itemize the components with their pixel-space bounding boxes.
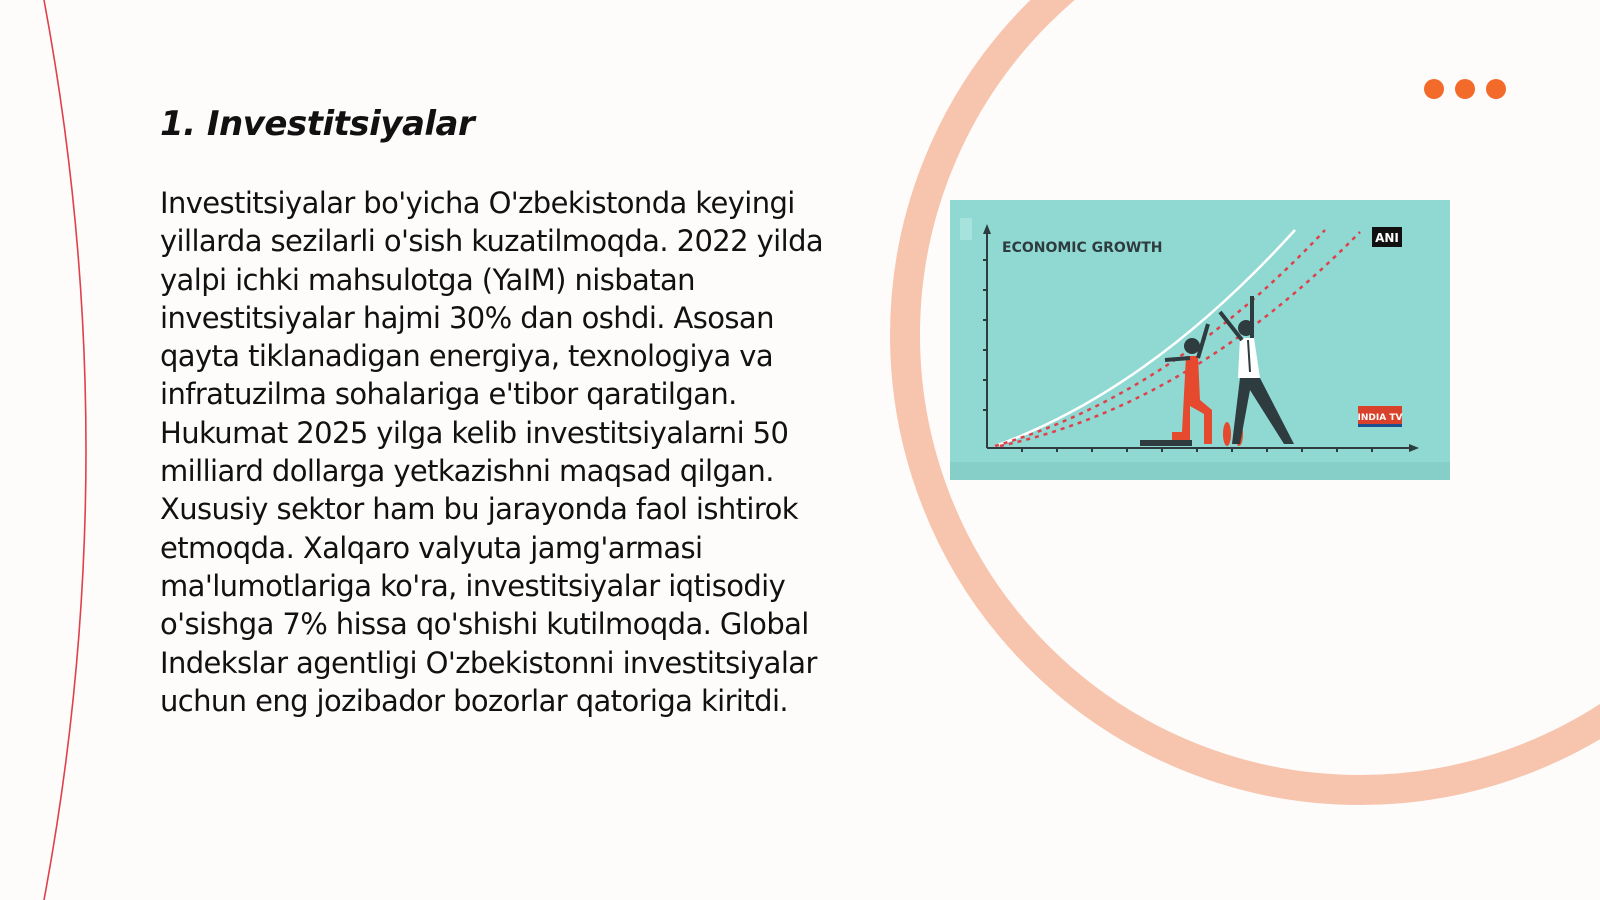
dot-3 <box>1486 79 1506 99</box>
ani-badge: ANI <box>1375 231 1399 245</box>
left-red-curve <box>44 0 86 900</box>
dot-1 <box>1424 79 1444 99</box>
menu-dots-icon <box>1424 79 1506 99</box>
image-heading: ECONOMIC GROWTH <box>1002 240 1163 256</box>
slide-paragraph: Investitsiyalar bo'yicha O'zbekistonda keyingi yillarda sezilarli o'sish kuzatilmoqda. 2022 yilda yalpi ichki mahsulotga (YaIM) nisbatan investitsiyalar hajmi 30% dan oshdi. Asosan qayta tiklanadigan energiya, texnologiya va infratuzilma sohalariga e'tibor qaratilgan. Hukumat 2025 yilga kelib investitsiyalarni 50 milliard dollarga yetkazishni maqsad qilgan. Xususiy sektor ham bu jarayonda faol ishtirok etmoqda. Xalqaro valyuta jamg'armasi ma'lumotlariga ko'ra, investitsiyalar iqtisodiy o'sishga 7% hissa qo'shishi kutilmoqda. Global Indekslar agentligi O'zbekistonni investitsiyalar uchun eng jozibador bozorlar qatoriga kiritdi. <box>160 186 824 718</box>
economic-growth-image <box>950 200 1450 480</box>
slide-title: 1. Investitsiyalar <box>160 104 475 144</box>
dot-2 <box>1455 79 1475 99</box>
india-tv-logo: INDIA TV <box>1357 413 1403 423</box>
